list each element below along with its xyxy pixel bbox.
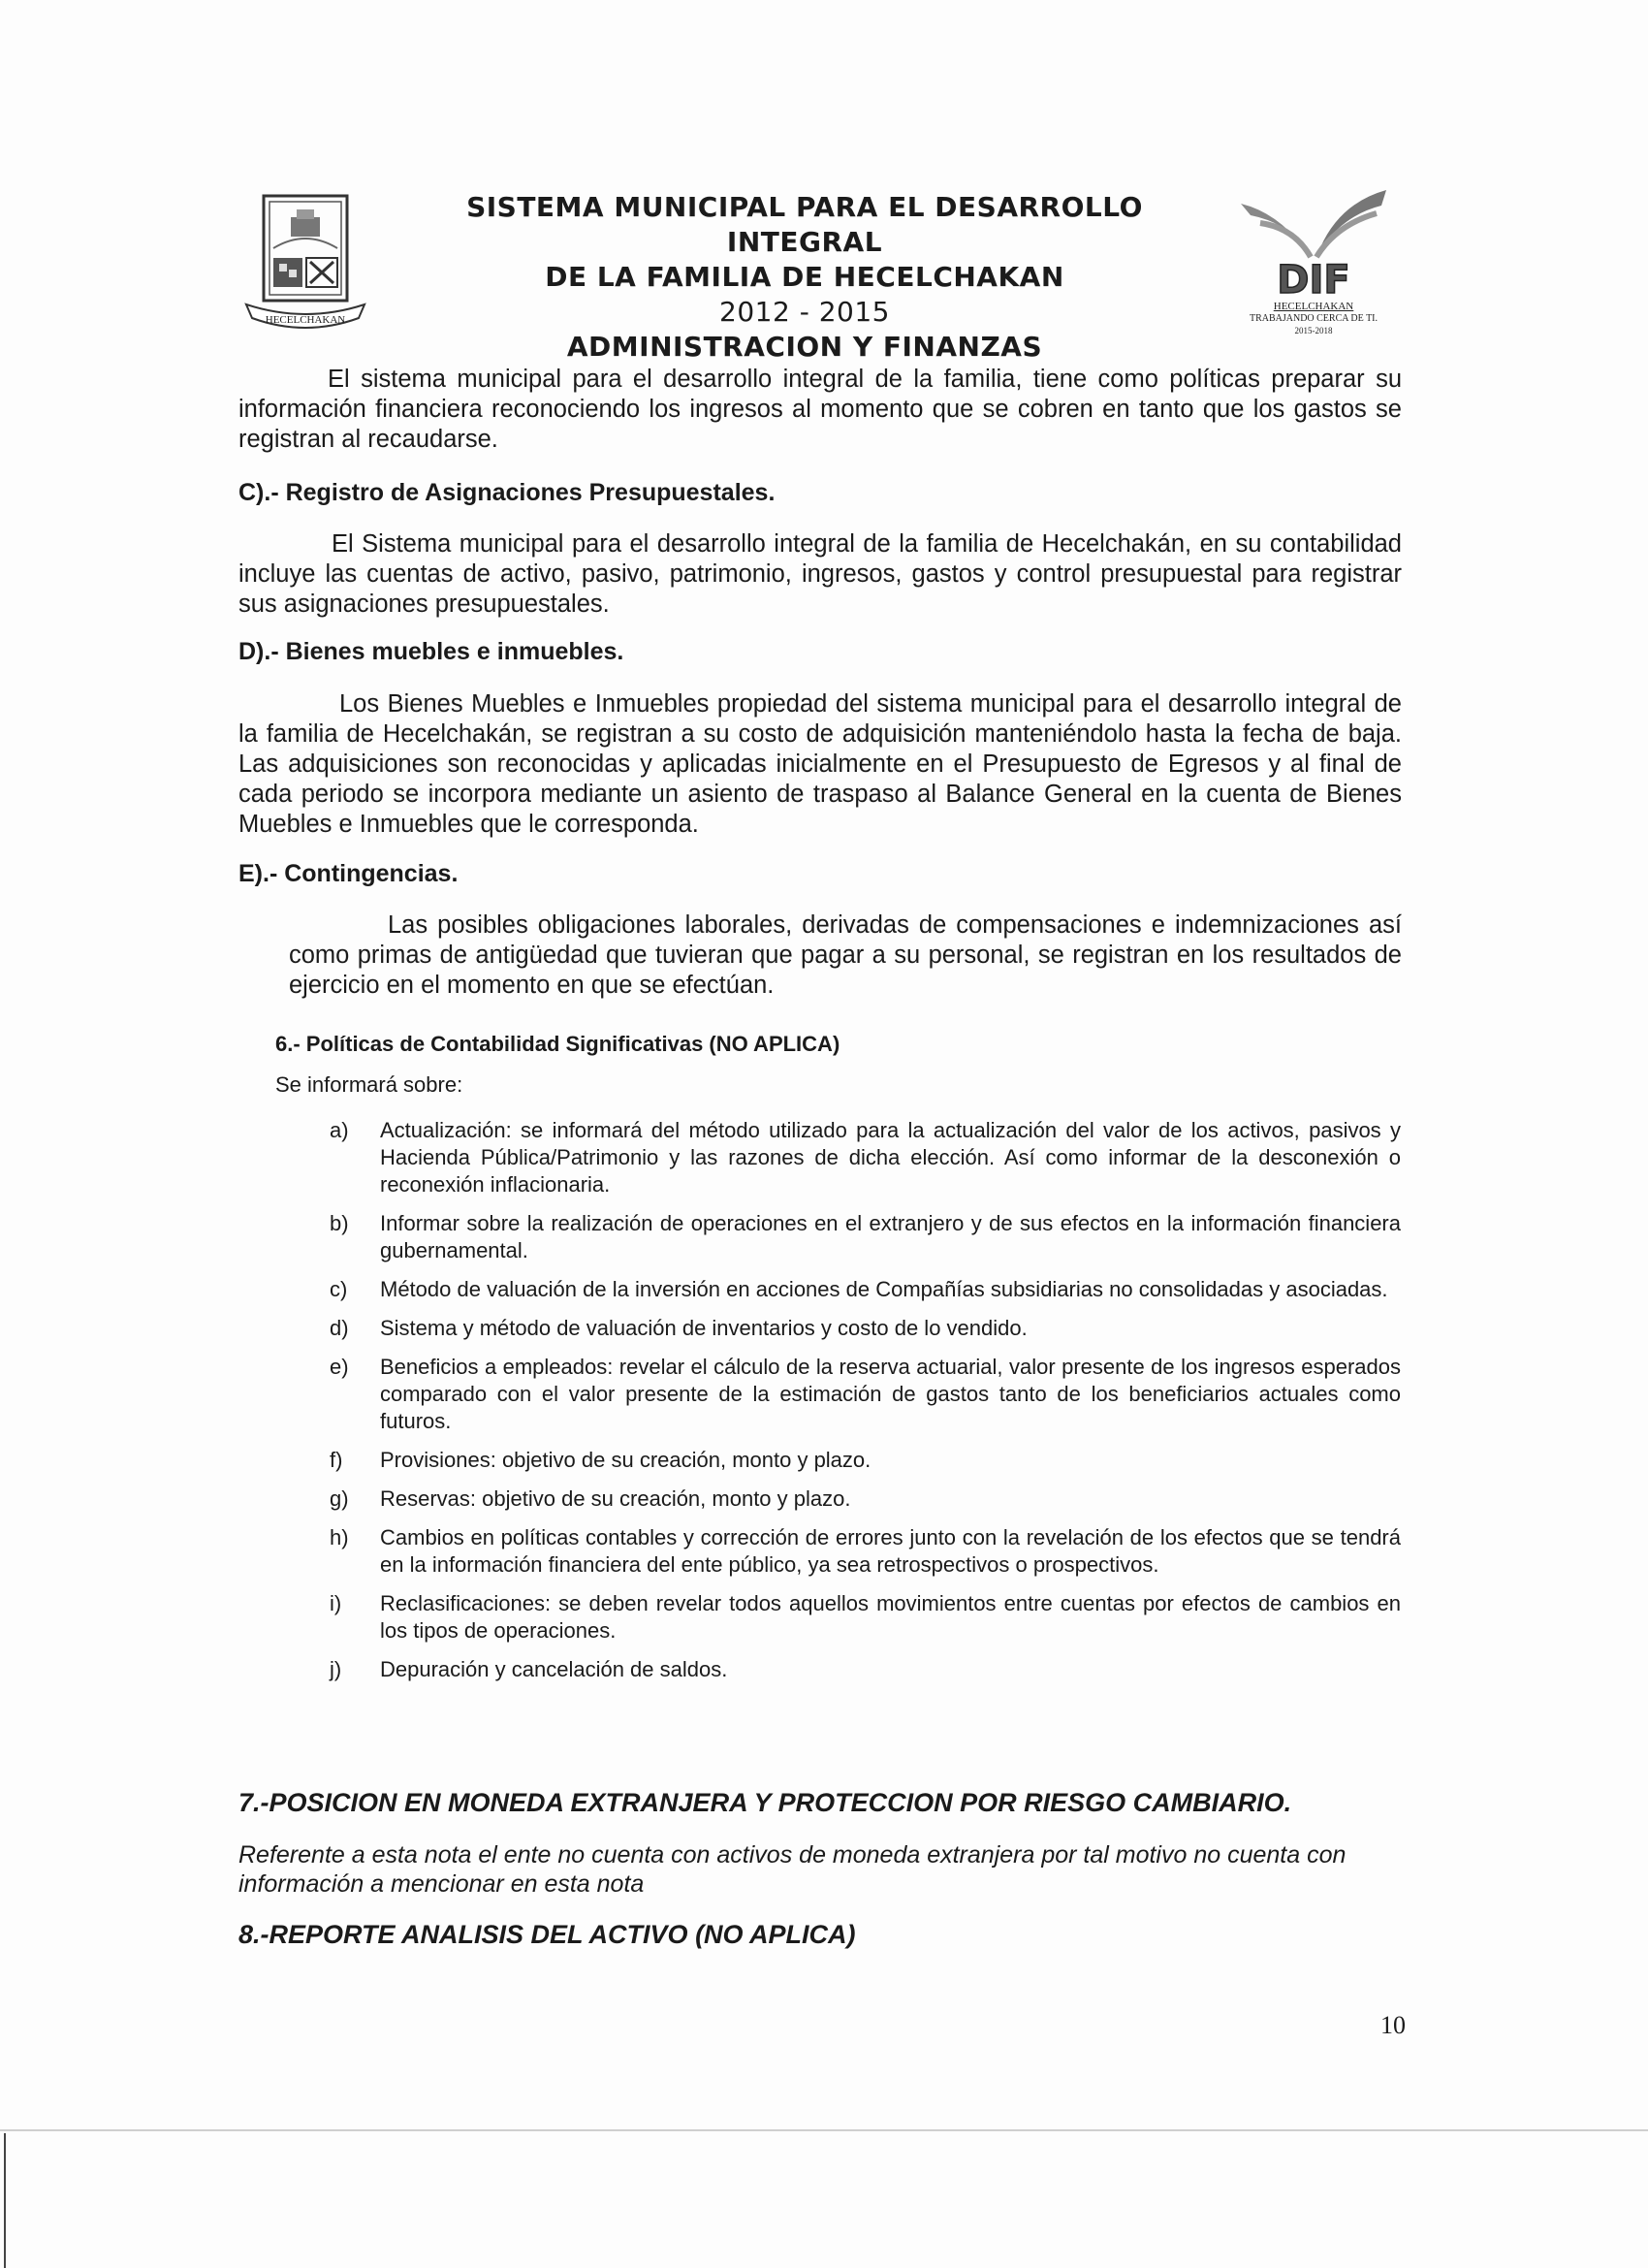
policy-item-letter: e) xyxy=(330,1355,349,1379)
section-c-heading: C).- Registro de Asignaciones Presupuestales. xyxy=(238,479,776,506)
policy-list-item xyxy=(330,1590,1401,1645)
document-header xyxy=(388,190,1221,365)
header-department: ADMINISTRACION Y FINANZAS xyxy=(566,331,1043,363)
policy-item-text: Actualización: se informará del método utilizado para la actualización del valor de los activos, pasivos y Hacienda Pública/Patrimonio y las razones de dicha elección. Así como informar de la desconexión o reconexión inflacionaria. xyxy=(380,1118,1401,1197)
policy-item-text: Cambios en políticas contables y corrección de errores junto con la revelación de los efectos que se tendrá en la información financiera del ente público, ya sea retrospectivos o prospectivos. xyxy=(380,1525,1401,1577)
header-line-2: DE LA FAMILIA DE HECELCHAKAN xyxy=(545,261,1064,293)
scan-divider xyxy=(0,2129,1648,2131)
section-e-paragraph: Las posibles obligaciones laborales, derivadas de compensaciones e indemnizaciones así como primas de antigüedad que tuvieran que pagar a su personal, se registran en los resultados de ejercicio en el momento en que se efectúan. xyxy=(289,911,1402,999)
policy-list-item xyxy=(330,1656,1401,1683)
dif-mark: DIF xyxy=(1277,258,1350,301)
policy-item-text: Beneficios a empleados: revelar el cálculo de la reserva actuarial, valor presente de los ingresos esperados comparado con el valor presente de la estimación de gastos tanto de los beneficiarios actuales como futuros. xyxy=(380,1355,1401,1433)
dif-logo-line-3: 2015-2018 xyxy=(1294,326,1333,335)
section-d-paragraph: Los Bienes Muebles e Inmuebles propiedad del sistema municipal para el desarrollo integral de la familia de Hecelchakán, se registran a su costo de adquisición manteniéndolo hasta la fecha de baja. Las adquisiciones son reconocidas y aplicadas inicialmente en el Presupuesto de Egresos y al final de cada periodo se incorpora mediante un asiento de traspaso al Balance General en la cuenta de Bienes Muebles e Inmuebles que le corresponda. xyxy=(238,690,1402,838)
intro-paragraph: El sistema municipal para el desarrollo integral de la familia, tiene como políticas preparar su información financiera reconociendo los ingresos al momento que se cobren en tanto que los gastos se registran al recaudarse. xyxy=(238,366,1402,453)
header-line-1: SISTEMA MUNICIPAL PARA EL DESARROLLO INTEGRAL xyxy=(466,191,1143,258)
policy-item-letter: d) xyxy=(330,1316,349,1340)
policy-list-item xyxy=(330,1117,1401,1198)
policy-item-letter: j) xyxy=(330,1657,342,1681)
policy-item-letter: b) xyxy=(330,1211,349,1235)
policy-item-text: Informar sobre la realización de operaciones en el extranjero y de sus efectos en la información financiera gubernamental. xyxy=(380,1211,1401,1262)
section-6-heading: 6.- Políticas de Contabilidad Significativas (NO APLICA) xyxy=(275,1032,840,1056)
section-6-intro: Se informará sobre: xyxy=(275,1072,463,1097)
policy-item-text: Depuración y cancelación de saldos. xyxy=(380,1657,728,1681)
policy-item-text: Reservas: objetivo de su creación, monto y plazo. xyxy=(380,1486,851,1511)
policy-item-letter: i) xyxy=(330,1591,342,1615)
page-number: 10 xyxy=(1380,2011,1406,2039)
municipal-crest-logo xyxy=(242,190,368,345)
dif-logo-line-1: HECELCHAKAN xyxy=(1273,301,1354,312)
dif-logo-line-2: TRABAJANDO CERCA DE TI. xyxy=(1249,313,1379,324)
policy-list-item xyxy=(330,1210,1401,1264)
section-e-heading: E).- Contingencias. xyxy=(238,860,459,887)
policy-list-item xyxy=(330,1485,1401,1513)
crest-label: HECELCHAKAN xyxy=(265,314,346,326)
policy-item-text: Método de valuación de la inversión en acciones de Compañías subsidiarias no consolidadas y asociadas. xyxy=(380,1277,1388,1301)
policy-item-letter: c) xyxy=(330,1277,348,1301)
section-7-heading: 7.-POSICION EN MONEDA EXTRANJERA Y PROTECCION POR RIESGO CAMBIARIO. xyxy=(238,1788,1292,1817)
policy-item-text: Reclasificaciones: se deben revelar todos aquellos movimientos entre cuentas por efectos de cambios en los tipos de operaciones. xyxy=(380,1591,1401,1643)
section-7-paragraph: Referente a esta nota el ente no cuenta con activos de moneda extranjera por tal motivo no cuenta con información a mencionar en esta nota xyxy=(238,1841,1347,1898)
scan-edge xyxy=(4,2133,6,2268)
section-d-heading: D).- Bienes muebles e inmuebles. xyxy=(238,638,624,665)
policy-item-text: Provisiones: objetivo de su creación, monto y plazo. xyxy=(380,1448,872,1472)
section-c-paragraph: El Sistema municipal para el desarrollo integral de la familia de Hecelchakán, en su contabilidad incluye las cuentas de activo, pasivo, patrimonio, ingresos, gastos y control presupuestal para registrar sus asignaciones presupuestales. xyxy=(238,530,1402,618)
policy-list-item xyxy=(330,1524,1401,1579)
policy-item-letter: h) xyxy=(330,1525,349,1549)
policy-list-item xyxy=(330,1354,1401,1435)
policy-list xyxy=(330,1117,1401,1695)
policy-item-text: Sistema y método de valuación de inventarios y costo de lo vendido. xyxy=(380,1316,1028,1340)
policy-item-letter: f) xyxy=(330,1448,343,1472)
policy-item-letter: a) xyxy=(330,1118,349,1142)
dif-logo xyxy=(1221,184,1406,339)
policy-list-item xyxy=(330,1447,1401,1474)
policy-list-item xyxy=(330,1315,1401,1342)
policy-item-letter: g) xyxy=(330,1486,349,1511)
policy-list-item xyxy=(330,1276,1401,1303)
header-years: 2012 - 2015 xyxy=(719,296,890,328)
section-8-heading: 8.-REPORTE ANALISIS DEL ACTIVO (NO APLICA) xyxy=(238,1920,856,1949)
